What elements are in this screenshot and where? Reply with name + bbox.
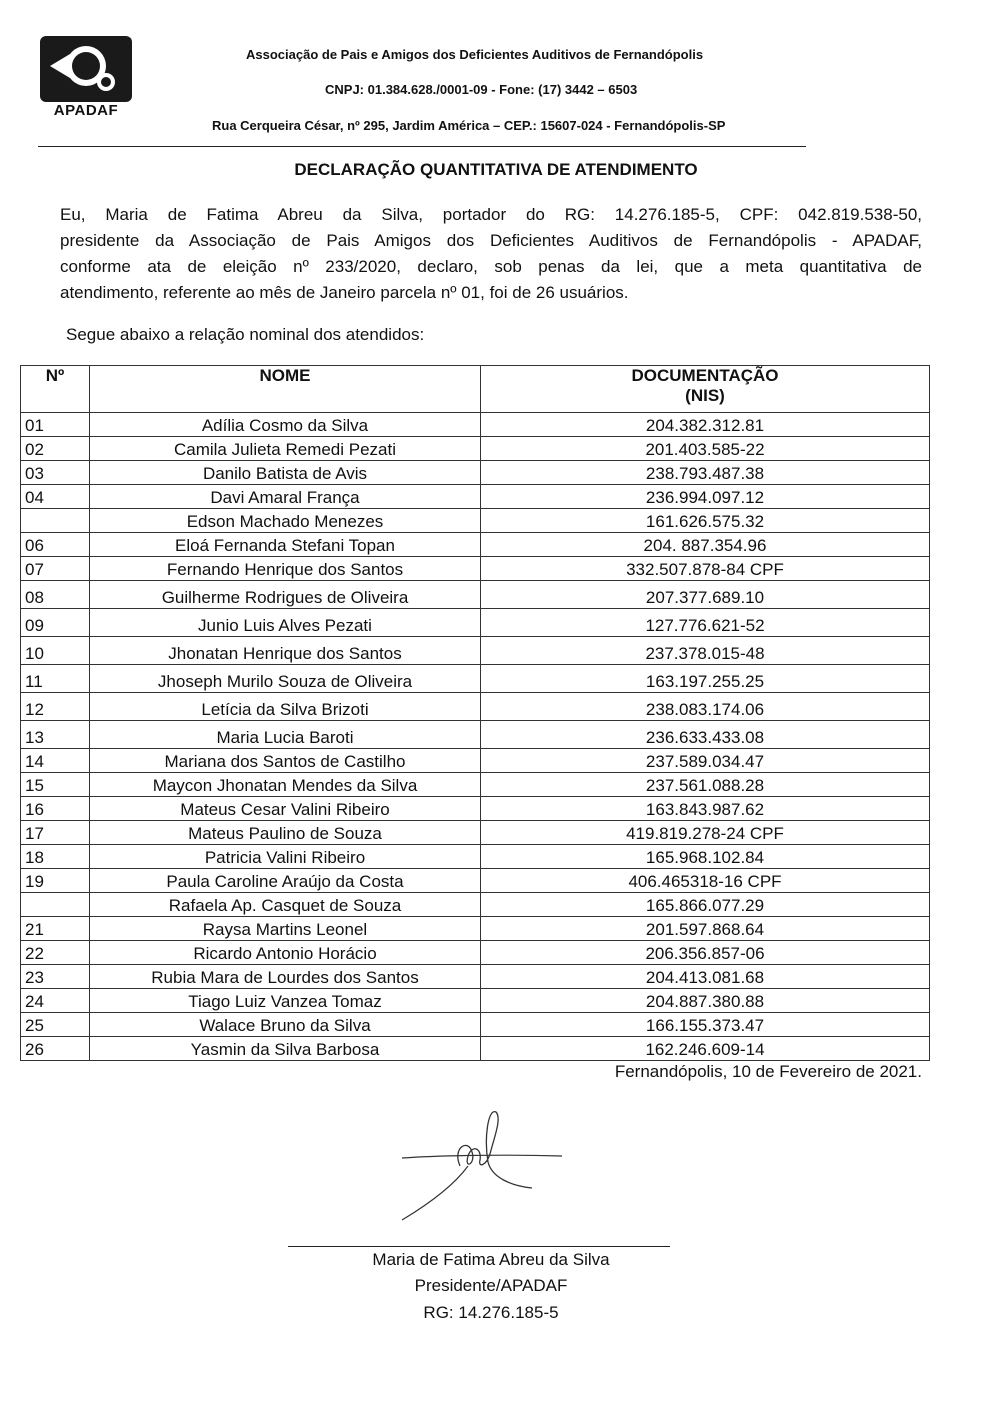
signer-name: Maria de Fatima Abreu da Silva bbox=[372, 1250, 610, 1269]
table-row bbox=[21, 721, 930, 749]
row-name: Letícia da Silva Brizoti bbox=[90, 693, 481, 721]
table-row bbox=[21, 797, 930, 821]
row-document: 127.776.621-52 bbox=[481, 609, 930, 637]
row-document: 163.843.987.62 bbox=[481, 797, 930, 821]
address: Rua Cerqueira César, nº 295, Jardim América – CEP.: 15607-024 - Fernandópolis-SP bbox=[212, 118, 726, 133]
row-name: Patricia Valini Ribeiro bbox=[90, 845, 481, 869]
row-number: 25 bbox=[21, 1013, 90, 1037]
row-number: 10 bbox=[21, 637, 90, 665]
paragraph-line: Eu, Maria de Fatima Abreu da Silva, portador do RG: 14.276.185-5, CPF: 042.819.538-50, bbox=[60, 205, 922, 224]
row-name: Guilherme Rodrigues de Oliveira bbox=[90, 581, 481, 609]
row-name: Jhoseph Murilo Souza de Oliveira bbox=[90, 665, 481, 693]
row-number: 21 bbox=[21, 917, 90, 941]
row-name: Maria Lucia Baroti bbox=[90, 721, 481, 749]
table-row bbox=[21, 749, 930, 773]
row-document: 201.403.585-22 bbox=[481, 437, 930, 461]
row-document: 406.465318-16 CPF bbox=[481, 869, 930, 893]
row-number: 03 bbox=[21, 461, 90, 485]
row-number: 24 bbox=[21, 989, 90, 1013]
row-document: 207.377.689.10 bbox=[481, 581, 930, 609]
row-number: 08 bbox=[21, 581, 90, 609]
row-document: 161.626.575.32 bbox=[481, 509, 930, 533]
row-name: Jhonatan Henrique dos Santos bbox=[90, 637, 481, 665]
row-name: Fernando Henrique dos Santos bbox=[90, 557, 481, 581]
row-name: Tiago Luiz Vanzea Tomaz bbox=[90, 989, 481, 1013]
row-document: 162.246.609-14 bbox=[481, 1037, 930, 1061]
row-document: 204. 887.354.96 bbox=[481, 533, 930, 557]
table-row bbox=[21, 609, 930, 637]
org-name: Associação de Pais e Amigos dos Deficientes Auditivos de Fernandópolis bbox=[246, 47, 704, 62]
row-name: Adília Cosmo da Silva bbox=[90, 413, 481, 437]
column-header-number: Nº bbox=[21, 366, 90, 413]
row-document: 204.887.380.88 bbox=[481, 989, 930, 1013]
logo-emblem bbox=[40, 36, 132, 102]
row-name: Yasmin da Silva Barbosa bbox=[90, 1037, 481, 1061]
row-number: 15 bbox=[21, 773, 90, 797]
row-number: 01 bbox=[21, 413, 90, 437]
row-number: 19 bbox=[21, 869, 90, 893]
row-name: Eloá Fernanda Stefani Topan bbox=[90, 533, 481, 557]
paragraph-line: atendimento, referente ao mês de Janeiro parcela nº 01, foi de 26 usuários. bbox=[60, 283, 629, 302]
row-number bbox=[21, 509, 90, 533]
list-intro: Segue abaixo a relação nominal dos atendidos: bbox=[66, 325, 425, 344]
row-name: Paula Caroline Araújo da Costa bbox=[90, 869, 481, 893]
table-row bbox=[21, 869, 930, 893]
row-document: 236.994.097.12 bbox=[481, 485, 930, 509]
row-number: 02 bbox=[21, 437, 90, 461]
row-name: Mateus Paulino de Souza bbox=[90, 821, 481, 845]
handwritten-signature bbox=[372, 1108, 592, 1228]
place-date: Fernandópolis, 10 de Fevereiro de 2021. bbox=[614, 1062, 922, 1081]
row-number: 11 bbox=[21, 665, 90, 693]
row-document: 206.356.857-06 bbox=[481, 941, 930, 965]
table-row bbox=[21, 1013, 930, 1037]
row-name: Danilo Batista de Avis bbox=[90, 461, 481, 485]
row-name: Junio Luis Alves Pezati bbox=[90, 609, 481, 637]
table-row bbox=[21, 941, 930, 965]
row-document: 237.561.088.28 bbox=[481, 773, 930, 797]
ear-icon bbox=[40, 36, 132, 102]
table-row bbox=[21, 917, 930, 941]
table-row bbox=[21, 437, 930, 461]
row-number: 18 bbox=[21, 845, 90, 869]
table-row bbox=[21, 637, 930, 665]
row-name: Raysa Martins Leonel bbox=[90, 917, 481, 941]
row-document: 332.507.878-84 CPF bbox=[481, 557, 930, 581]
row-document: 204.382.312.81 bbox=[481, 413, 930, 437]
row-number: 09 bbox=[21, 609, 90, 637]
apadaf-logo bbox=[40, 36, 132, 120]
column-header-documentation bbox=[481, 366, 930, 413]
row-name: Edson Machado Menezes bbox=[90, 509, 481, 533]
table-row bbox=[21, 533, 930, 557]
table-row bbox=[21, 845, 930, 869]
row-name: Camila Julieta Remedi Pezati bbox=[90, 437, 481, 461]
row-number: 13 bbox=[21, 721, 90, 749]
signer-rg: RG: 14.276.185-5 bbox=[423, 1303, 559, 1322]
column-header-documentation-label: DOCUMENTAÇÃO bbox=[631, 366, 779, 385]
row-document: 236.633.433.08 bbox=[481, 721, 930, 749]
header-divider bbox=[38, 146, 806, 147]
row-name: Rubia Mara de Lourdes dos Santos bbox=[90, 965, 481, 989]
row-number: 12 bbox=[21, 693, 90, 721]
row-document: 419.819.278-24 CPF bbox=[481, 821, 930, 845]
table-row bbox=[21, 989, 930, 1013]
table-body bbox=[21, 413, 930, 1061]
row-name: Rafaela Ap. Casquet de Souza bbox=[90, 893, 481, 917]
table-header-row bbox=[21, 366, 930, 413]
row-document: 201.597.868.64 bbox=[481, 917, 930, 941]
paragraph-line: presidente da Associação de Pais Amigos dos Deficientes Auditivos de Fernandópolis - APADAF, bbox=[60, 231, 922, 250]
row-number: 07 bbox=[21, 557, 90, 581]
column-header-name: NOME bbox=[90, 366, 481, 413]
row-number: 26 bbox=[21, 1037, 90, 1061]
column-header-nis-label: (NIS) bbox=[685, 386, 725, 405]
document-title: DECLARAÇÃO QUANTITATIVA DE ATENDIMENTO bbox=[294, 160, 698, 179]
table-row bbox=[21, 821, 930, 845]
table-row bbox=[21, 509, 930, 533]
row-document: 166.155.373.47 bbox=[481, 1013, 930, 1037]
table-row bbox=[21, 773, 930, 797]
table-row bbox=[21, 965, 930, 989]
row-document: 238.793.487.38 bbox=[481, 461, 930, 485]
table-row bbox=[21, 693, 930, 721]
row-number: 16 bbox=[21, 797, 90, 821]
signer-role: Presidente/APADAF bbox=[414, 1276, 568, 1295]
table-row bbox=[21, 461, 930, 485]
row-name: Walace Bruno da Silva bbox=[90, 1013, 481, 1037]
row-number: 17 bbox=[21, 821, 90, 845]
row-document: 237.378.015-48 bbox=[481, 637, 930, 665]
table-row bbox=[21, 557, 930, 581]
table-row bbox=[21, 893, 930, 917]
signature-line bbox=[288, 1246, 670, 1247]
row-number: 22 bbox=[21, 941, 90, 965]
logo-text: APADAF bbox=[53, 102, 119, 119]
row-name: Ricardo Antonio Horácio bbox=[90, 941, 481, 965]
paragraph-line: conforme ata de eleição nº 233/2020, declaro, sob penas da lei, que a meta quantitativa de bbox=[60, 257, 922, 276]
row-name: Maycon Jhonatan Mendes da Silva bbox=[90, 773, 481, 797]
row-name: Mateus Cesar Valini Ribeiro bbox=[90, 797, 481, 821]
row-number: 14 bbox=[21, 749, 90, 773]
table-row bbox=[21, 485, 930, 509]
table-row bbox=[21, 581, 930, 609]
row-number: 23 bbox=[21, 965, 90, 989]
row-number: 06 bbox=[21, 533, 90, 557]
row-name: Mariana dos Santos de Castilho bbox=[90, 749, 481, 773]
row-document: 204.413.081.68 bbox=[481, 965, 930, 989]
cnpj-phone: CNPJ: 01.384.628./0001-09 - Fone: (17) 3442 – 6503 bbox=[325, 82, 638, 97]
row-number bbox=[21, 893, 90, 917]
row-name: Davi Amaral França bbox=[90, 485, 481, 509]
attendees-table bbox=[20, 365, 930, 1061]
row-document: 237.589.034.47 bbox=[481, 749, 930, 773]
table-row bbox=[21, 1037, 930, 1061]
row-document: 165.968.102.84 bbox=[481, 845, 930, 869]
table-row bbox=[21, 665, 930, 693]
table-row bbox=[21, 413, 930, 437]
row-document: 238.083.174.06 bbox=[481, 693, 930, 721]
row-number: 04 bbox=[21, 485, 90, 509]
row-document: 163.197.255.25 bbox=[481, 665, 930, 693]
declaration-paragraph bbox=[60, 202, 922, 306]
row-document: 165.866.077.29 bbox=[481, 893, 930, 917]
